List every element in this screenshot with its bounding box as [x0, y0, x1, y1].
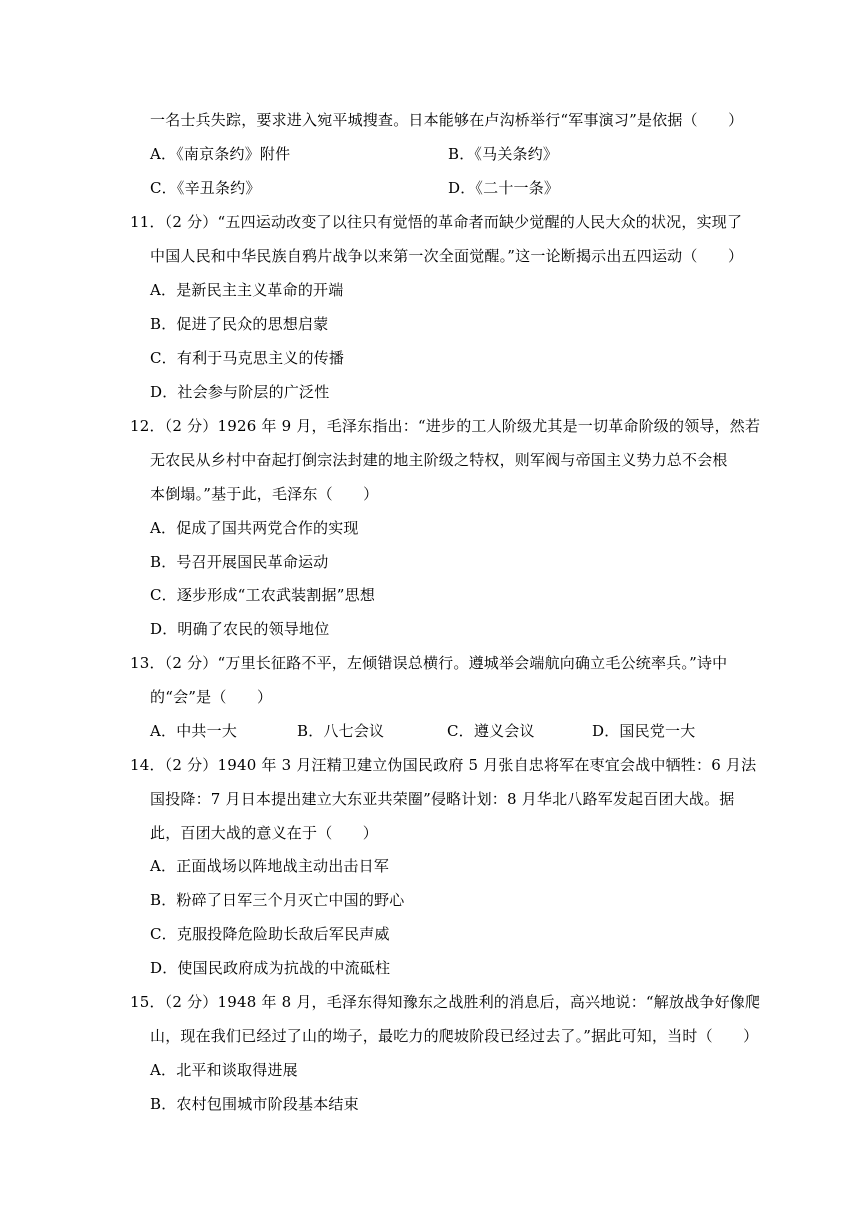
q13-stem-line-2: 的“会”是（ ） — [150, 688, 273, 706]
q12-stem-line-3: 本倒塌。”基于此，毛泽东（ ） — [150, 485, 379, 503]
q15-stem-line-2: 山，现在我们已经过了山的坳子，最吃力的爬坡阶段已经过去了。”据此可知，当时（ ） — [150, 1027, 759, 1045]
q15-option-b[interactable]: B．农村包围城市阶段基本结束 — [150, 1095, 359, 1113]
q11-option-a[interactable]: A．是新民主主义革命的开端 — [150, 281, 344, 299]
q13-option-a[interactable]: A．中共一大 — [150, 722, 238, 740]
q11-option-c[interactable]: C．有利于马克思主义的传播 — [150, 349, 345, 367]
q12-stem-line-2: 无农民从乡村中奋起打倒宗法封建的地主阶级之特权，则军阀与帝国主义势力总不会根 — [150, 451, 728, 469]
q10-option-c[interactable]: C．《辛丑条约》 — [150, 179, 261, 197]
q15-option-a[interactable]: A．北平和谈取得进展 — [150, 1061, 298, 1079]
q14-stem-line-2: 国投降：7 月日本提出建立大东亚共荣圈”侵略计划：8 月华北八路军发起百团大战。据 — [150, 790, 735, 808]
q14-option-d[interactable]: D．使国民政府成为抗战的中流砥柱 — [150, 959, 391, 977]
q11-stem-line-2: 中国人民和中华民族自鸦片战争以来第一次全面觉醒。”这一论断揭示出五四运动（ ） — [150, 247, 744, 265]
q12-option-d[interactable]: D．明确了农民的领导地位 — [150, 620, 330, 638]
q13-option-c[interactable]: C．遵义会议 — [447, 722, 535, 740]
q12-stem-line-1: 12．（2 分）1926 年 9 月，毛泽东指出：“进步的工人阶级尤其是一切革命阶级的领导，然若 — [130, 417, 761, 435]
q11-option-d[interactable]: D．社会参与阶层的广泛性 — [150, 383, 330, 401]
q13-option-d[interactable]: D．国民党一大 — [592, 722, 696, 740]
q15-stem-line-1: 15．（2 分）1948 年 8 月，毛泽东得知豫东之战胜利的消息后，高兴地说：“解放战争好像爬 — [130, 993, 761, 1011]
q10-option-b[interactable]: B．《马关条约》 — [448, 145, 559, 163]
q11-stem-line-1: 11．（2 分）“五四运动改变了以往只有觉悟的革命者而缺少觉醒的人民大众的状况，实现了 — [130, 213, 743, 231]
q12-option-a[interactable]: A．促成了国共两党合作的实现 — [150, 519, 359, 537]
q13-option-b[interactable]: B．八七会议 — [297, 722, 385, 740]
q14-option-a[interactable]: A．正面战场以阵地战主动出击日军 — [150, 857, 390, 875]
q13-stem-line-1: 13．（2 分）“万里长征路不平，左倾错误总横行。遵城举会端航向确立毛公统率兵。”诗中 — [130, 654, 728, 672]
q14-stem-line-1: 14．（2 分）1940 年 3 月汪精卫建立伪国民政府 5 月张自忠将军在枣宜会战中牺牲：6 月法 — [130, 756, 757, 774]
q14-stem-line-3: 此，百团大战的意义在于（ ） — [150, 824, 379, 842]
q12-option-c[interactable]: C．逐步形成“工农武装割据”思想 — [150, 586, 376, 604]
q10-stem-line: 一名士兵失踪，要求进入宛平城搜查。日本能够在卢沟桥举行“军事演习”是依据（ ） — [150, 111, 744, 129]
q10-option-d[interactable]: D．《二十一条》 — [448, 179, 560, 197]
q12-option-b[interactable]: B．号召开展国民革命运动 — [150, 553, 329, 571]
q14-option-b[interactable]: B．粉碎了日军三个月灭亡中国的野心 — [150, 891, 405, 909]
q11-option-b[interactable]: B．促进了民众的思想启蒙 — [150, 315, 329, 333]
q10-option-a[interactable]: A．《南京条约》附件 — [150, 145, 291, 163]
q14-option-c[interactable]: C．克服投降危险助长敌后军民声威 — [150, 925, 390, 943]
